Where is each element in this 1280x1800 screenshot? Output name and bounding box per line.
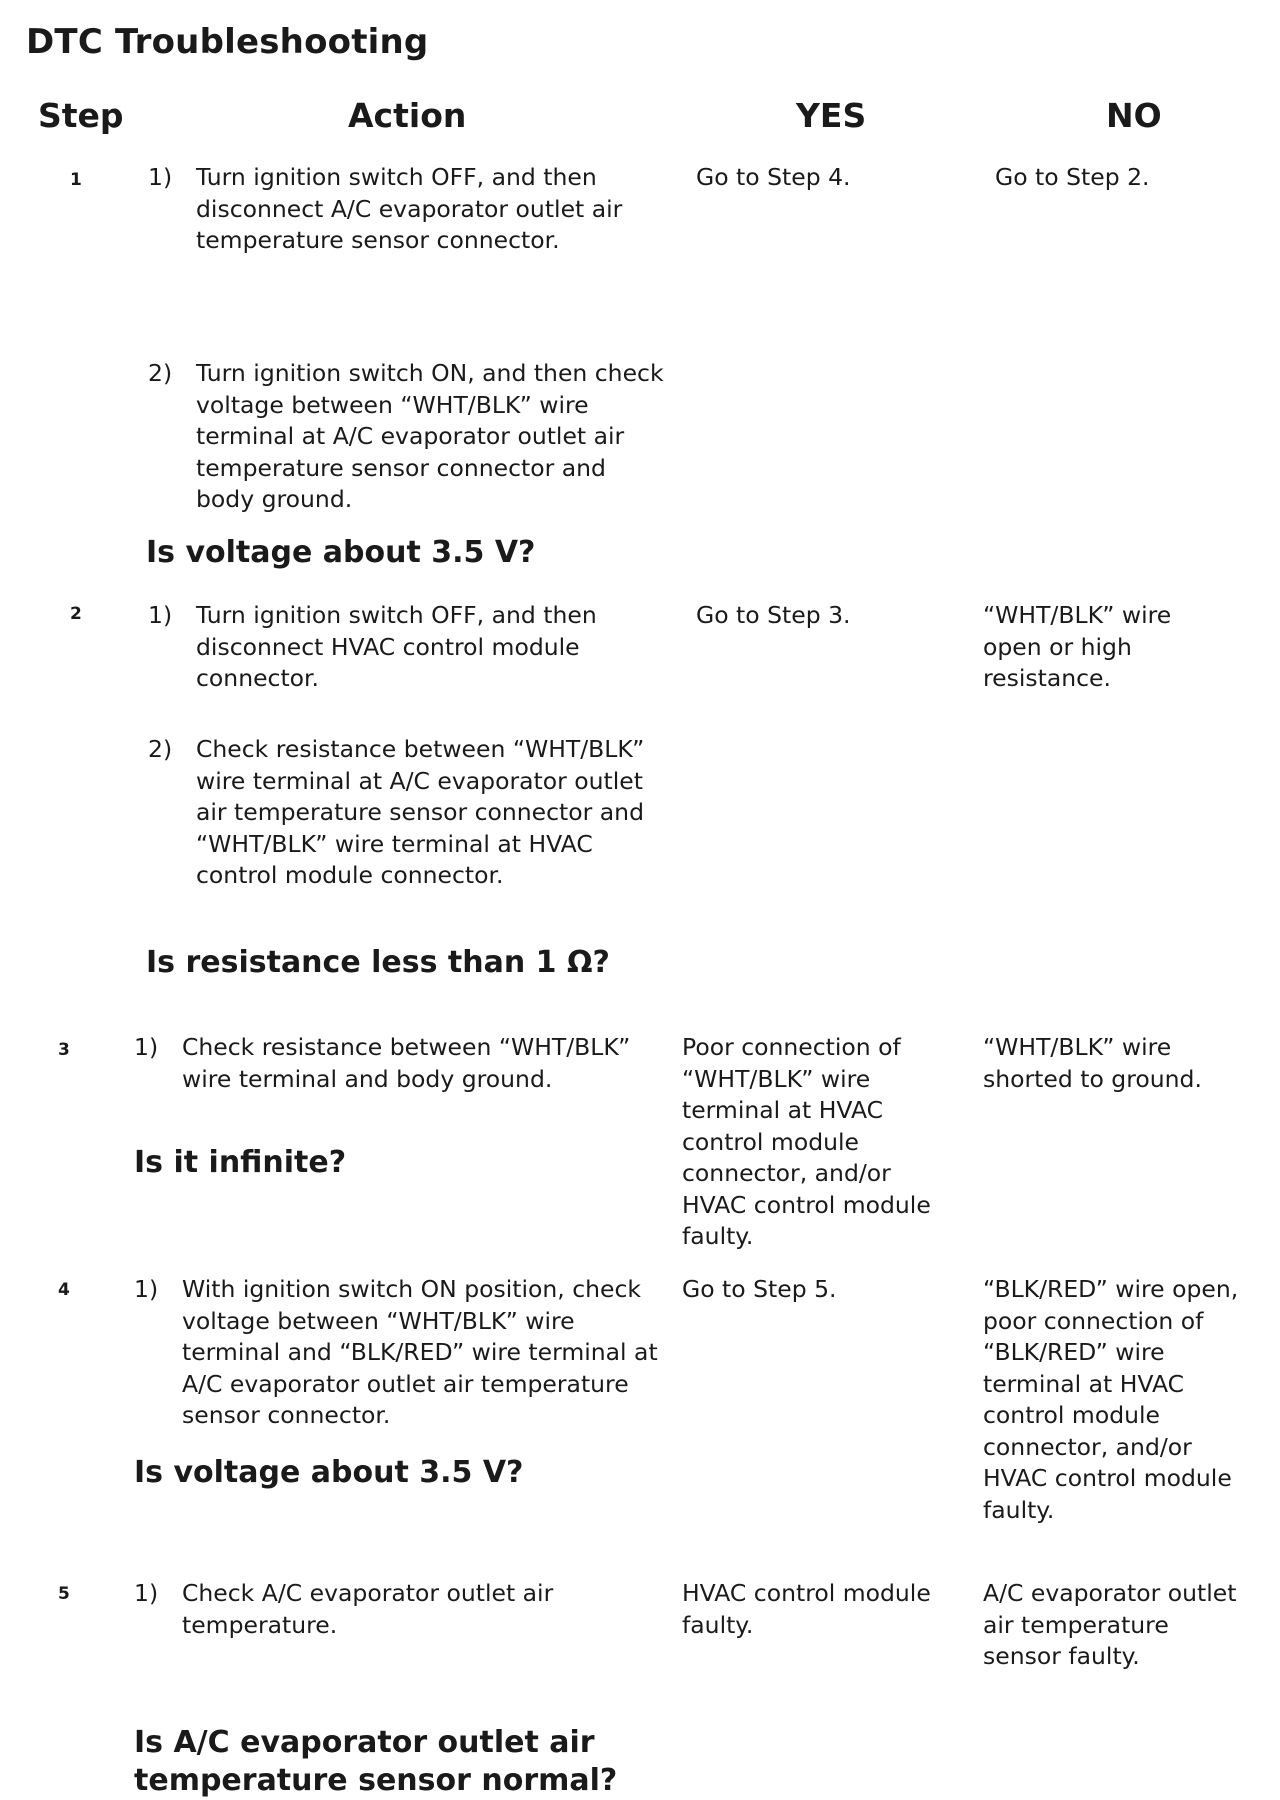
no-result: “WHT/BLK” wire shorted to ground. <box>983 1033 1202 1093</box>
action-text: Check resistance between “WHT/BLK” wire terminal at A/C evaporator outlet air temperature sensor connector and “WHT/BLK” wire terminal at HVAC control module connector. <box>196 735 645 889</box>
action-item <box>148 600 668 695</box>
action-item <box>134 1578 664 1641</box>
no-result: “WHT/BLK” wire open or high resistance. <box>983 601 1172 692</box>
action-text: With ignition switch ON position, check voltage between “WHT/BLK” wire terminal and “BLK/RED” wire terminal at A/C evaporator outlet air temperature sensor connector. <box>182 1275 658 1429</box>
step-question: Is it infinite? <box>134 1145 347 1180</box>
action-text: Check A/C evaporator outlet air temperature. <box>182 1579 554 1639</box>
action-text: Check resistance between “WHT/BLK” wire terminal and body ground. <box>182 1033 631 1093</box>
yes-result: Poor connection of “WHT/BLK” wire terminal at HVAC control module connector, and/or HVAC control module faulty. <box>682 1033 931 1250</box>
action-item <box>148 162 668 257</box>
step-number: 1 <box>70 170 82 190</box>
action-index: 1) <box>148 601 173 629</box>
action-index: 2) <box>148 735 173 763</box>
action-index: 2) <box>148 359 173 387</box>
action-item <box>134 1032 664 1095</box>
yes-result: Go to Step 3. <box>696 601 851 629</box>
step-number: 3 <box>58 1040 70 1060</box>
step-question: Is voltage about 3.5 V? <box>134 1455 524 1490</box>
action-item <box>148 734 668 892</box>
step-question: Is resistance less than 1 Ω? <box>146 945 610 980</box>
action-text: Turn ignition switch ON, and then check voltage between “WHT/BLK” wire terminal at A/C evaporator outlet air temperature sensor connector and body ground. <box>196 359 664 513</box>
yes-result: Go to Step 5. <box>682 1275 837 1303</box>
column-header-step: Step <box>38 96 124 135</box>
yes-result: Go to Step 4. <box>696 163 851 191</box>
yes-result: HVAC control module faulty. <box>682 1579 931 1639</box>
step-number: 2 <box>70 604 82 624</box>
step-number: 5 <box>58 1584 70 1604</box>
column-header-no: NO <box>1106 96 1162 135</box>
action-index: 1) <box>134 1033 159 1061</box>
action-text: Turn ignition switch OFF, and then disconnect HVAC control module connector. <box>196 601 597 692</box>
column-header-yes: YES <box>796 96 867 135</box>
step-question: Is A/C evaporator outlet air temperature sensor normal? <box>134 1725 618 1798</box>
action-text: Turn ignition switch OFF, and then disconnect A/C evaporator outlet air temperature sensor connector. <box>196 163 623 254</box>
action-index: 1) <box>134 1275 159 1303</box>
no-result: “BLK/RED” wire open, poor connection of “BLK/RED” wire terminal at HVAC control module connector, and/or HVAC control module faulty. <box>983 1275 1239 1524</box>
no-result: Go to Step 2. <box>995 163 1150 191</box>
action-item <box>134 1274 664 1432</box>
page-title: DTC Troubleshooting <box>26 22 429 62</box>
no-result: A/C evaporator outlet air temperature sensor faulty. <box>983 1579 1237 1670</box>
step-number: 4 <box>58 1280 70 1300</box>
column-header-action: Action <box>348 96 467 135</box>
action-item <box>148 358 668 516</box>
action-index: 1) <box>134 1579 159 1607</box>
step-question: Is voltage about 3.5 V? <box>146 535 536 570</box>
action-index: 1) <box>148 163 173 191</box>
